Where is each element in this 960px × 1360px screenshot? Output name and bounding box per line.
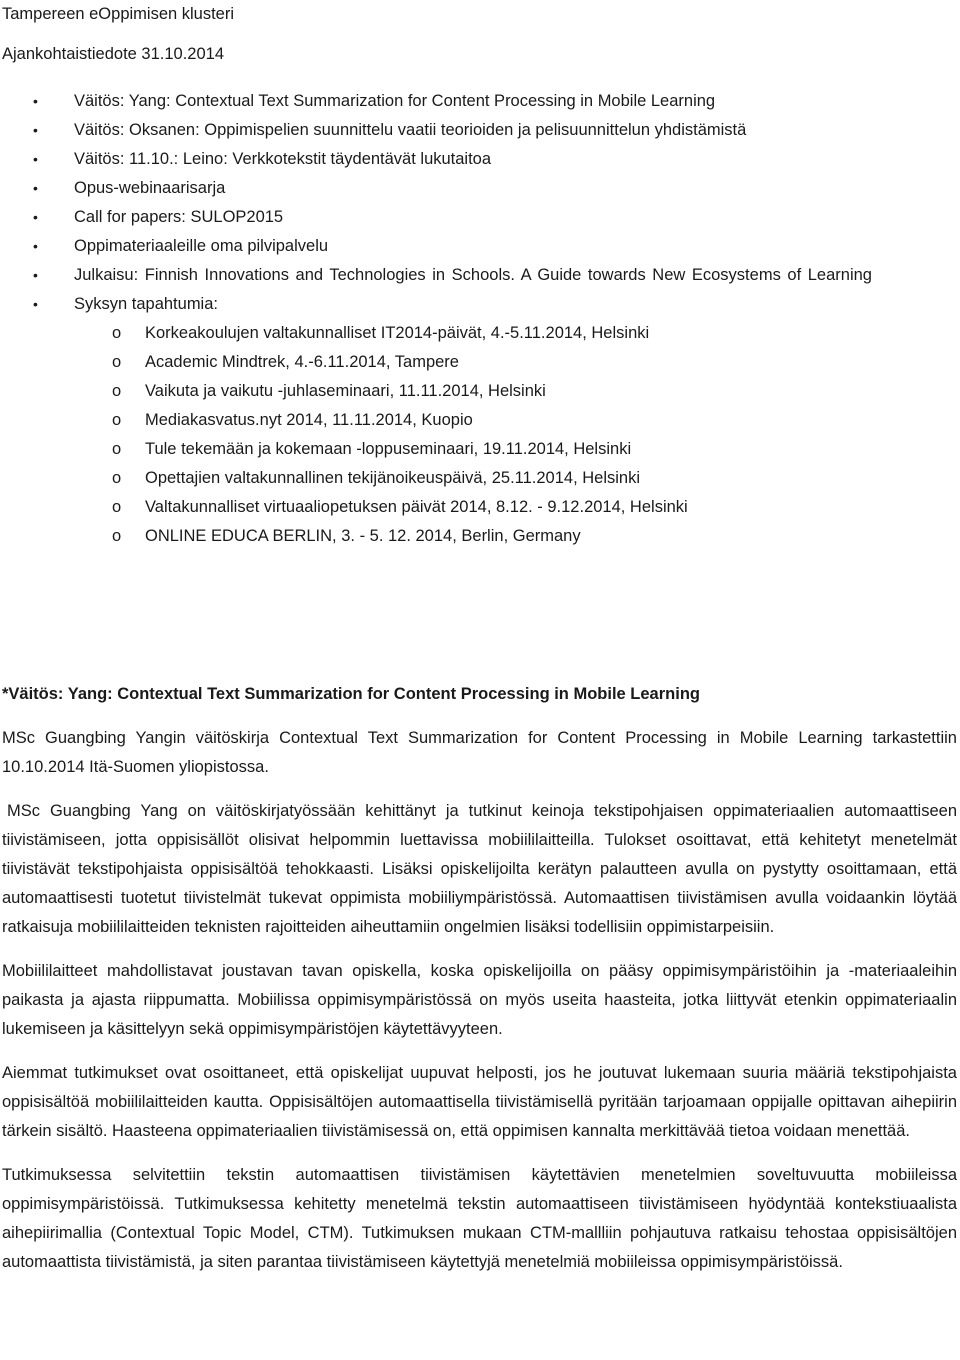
list-item-label: Väitös: Oksanen: Oppimispelien suunnittelu vaatii teorioiden ja pelisuunnittelun yhdistämistä [74, 121, 747, 139]
events-list [74, 319, 958, 551]
event-item[interactable] [0, 522, 958, 551]
event-label: Tule tekemään ja kokemaan -loppuseminaari, 19.11.2014, Helsinki [145, 440, 632, 458]
bullet-icon: • [33, 180, 38, 196]
event-item[interactable] [0, 406, 958, 435]
list-item-label: Väitös: 11.10.: Leino: Verkkotekstit täydentävät lukutaitoa [74, 150, 492, 168]
list-item-label: Oppimateriaaleille oma pilvipalvelu [74, 237, 329, 255]
event-label: Mediakasvatus.nyt 2014, 11.11.2014, Kuopio [145, 411, 473, 429]
event-label: Vaikuta ja vaikutu -juhlaseminaari, 11.11.2014, Helsinki [145, 382, 546, 400]
list-item-events [0, 290, 958, 551]
event-label: Academic Mindtrek, 4.-6.11.2014, Tampere [145, 353, 459, 371]
article-paragraph: MSc Guangbing Yang on väitöskirjatyössään kehittänyt ja tutkinut keinoja tekstipohjaisen oppimateriaalien automaattiseen tiivistämiseen, jotta oppisisällöt olisivat helpommin luettavissa mobiililaitteilla. Tulokset osoittavat, että kehitetyt menetelmät tiivistävät tekstipohjaista oppisisältöä tehokkaasti. Lisäksi opiskelijoilta kerätyn palautteen avulla on pystytty osoittamaan, että automaattisesti tuotetut tiivistelmät tukevat oppimista mobiiliympäristössä. Automaattisen tiivistämisen avulla voidaankin löytää ratkaisuja mobiililaitteiden teknisten rajoitteiden aiheuttamiin ongelmien lisäksi todellisiin oppimistarpeisiin. [2, 802, 957, 936]
circle-bullet-icon: o [112, 440, 122, 458]
circle-bullet-icon: o [112, 353, 122, 371]
list-item-label: Väitös: Yang: Contextual Text Summarization for Content Processing in Mobile Learning [74, 92, 716, 110]
event-item[interactable] [0, 377, 958, 406]
list-item-label: Syksyn tapahtumia: [74, 295, 218, 313]
bulletin-title: Ajankohtaistiedote 31.10.2014 [2, 45, 225, 63]
list-item[interactable] [0, 145, 958, 174]
article-intro: MSc Guangbing Yangin väitöskirja Contextual Text Summarization for Content Processing in Mobile Learning tarkastettiin 10.10.2014 Itä-Suomen yliopistossa. [2, 729, 957, 776]
article-paragraph: Tutkimuksessa selvitettiin tekstin automaattisen tiivistämisen käytettävien menetelmien soveltuvuutta mobiileissa oppimisympäristöissä. Tutkimuksessa kehitetty menetelmä tekstin automaattiseen tiivistämiseen hyödyntää kontekstiuaalista aihepiirimallia (Contextual Topic Model, CTM). Tutkimuksen mukaan CTM-mallliin pohjautuva ratkaisu tehostaa oppisisältöjen automaattista tiivistämistä, ja siten parantaa tiivistämiseen käytettyjä menetelmiä mobiileissa oppimisympäristöissä. [2, 1166, 957, 1271]
bullet-icon: • [33, 296, 38, 312]
bullet-icon: • [33, 267, 38, 283]
article-paragraph: Aiemmat tutkimukset ovat osoittaneet, että opiskelijat uupuvat helposti, jos he joutuvat lukemaan suuria määriä tekstipohjaista oppisisältöä mobiililaitteiden kautta. Oppisisältöjen automaattisella tiivistämisellä pyritään tarjoamaan oppijalle opittavan aihepiirin tärkein sisältö. Haasteena oppimateriaalien tiivistämisessä on, että oppimisen kannalta merkittävää tietoa voidaan menettää. [2, 1064, 957, 1140]
event-label: Opettajien valtakunnallinen tekijänoikeuspäivä, 25.11.2014, Helsinki [145, 469, 641, 487]
event-item[interactable] [0, 464, 958, 493]
organization-name: Tampereen eOppimisen klusteri [2, 5, 235, 23]
list-item[interactable] [0, 116, 958, 145]
event-item[interactable] [0, 493, 958, 522]
list-item[interactable] [0, 87, 958, 116]
event-label: ONLINE EDUCA BERLIN, 3. - 5. 12. 2014, Berlin, Germany [145, 527, 581, 545]
circle-bullet-icon: o [112, 498, 122, 516]
list-item[interactable] [0, 203, 958, 232]
event-item[interactable] [0, 435, 958, 464]
bullet-icon: • [33, 238, 38, 254]
list-item[interactable] [0, 232, 958, 261]
bullet-icon: • [33, 209, 38, 225]
bullet-icon: • [33, 93, 38, 109]
circle-bullet-icon: o [112, 469, 122, 487]
article-heading: *Väitös: Yang: Contextual Text Summarization for Content Processing in Mobile Learning [2, 685, 700, 703]
bullet-icon: • [33, 151, 38, 167]
list-item[interactable] [0, 174, 958, 203]
event-label: Korkeakoulujen valtakunnalliset IT2014-päivät, 4.-5.11.2014, Helsinki [145, 324, 650, 342]
circle-bullet-icon: o [112, 324, 122, 342]
article [2, 680, 957, 1292]
list-item-label: Julkaisu: Finnish Innovations and Technologies in Schools. A Guide towards New Ecosystems of Learning [74, 266, 872, 284]
list-item[interactable] [0, 261, 958, 290]
event-label: Valtakunnalliset virtuaaliopetuksen päivät 2014, 8.12. - 9.12.2014, Helsinki [145, 498, 688, 516]
list-item-label: Call for papers: SULOP2015 [74, 208, 284, 226]
article-paragraph: Mobiililaitteet mahdollistavat joustavan tavan opiskella, koska opiskelijoilla on pääsy oppimisympäristöihin ja -materiaaleihin paikasta ja ajasta riippumatta. Mobiilissa oppimisympäristössä on myös useita haasteita, jotka liittyvät etenkin oppimateriaalin lukemiseen ja käsittelyyn sekä oppimisympäristöjen käytettävyyteen. [2, 962, 957, 1038]
circle-bullet-icon: o [112, 382, 122, 400]
list-item-label: Opus-webinaarisarja [74, 179, 226, 197]
event-item[interactable] [0, 319, 958, 348]
topics-list [0, 87, 958, 551]
circle-bullet-icon: o [112, 411, 122, 429]
event-item[interactable] [0, 348, 958, 377]
circle-bullet-icon: o [112, 527, 122, 545]
bullet-icon: • [33, 122, 38, 138]
